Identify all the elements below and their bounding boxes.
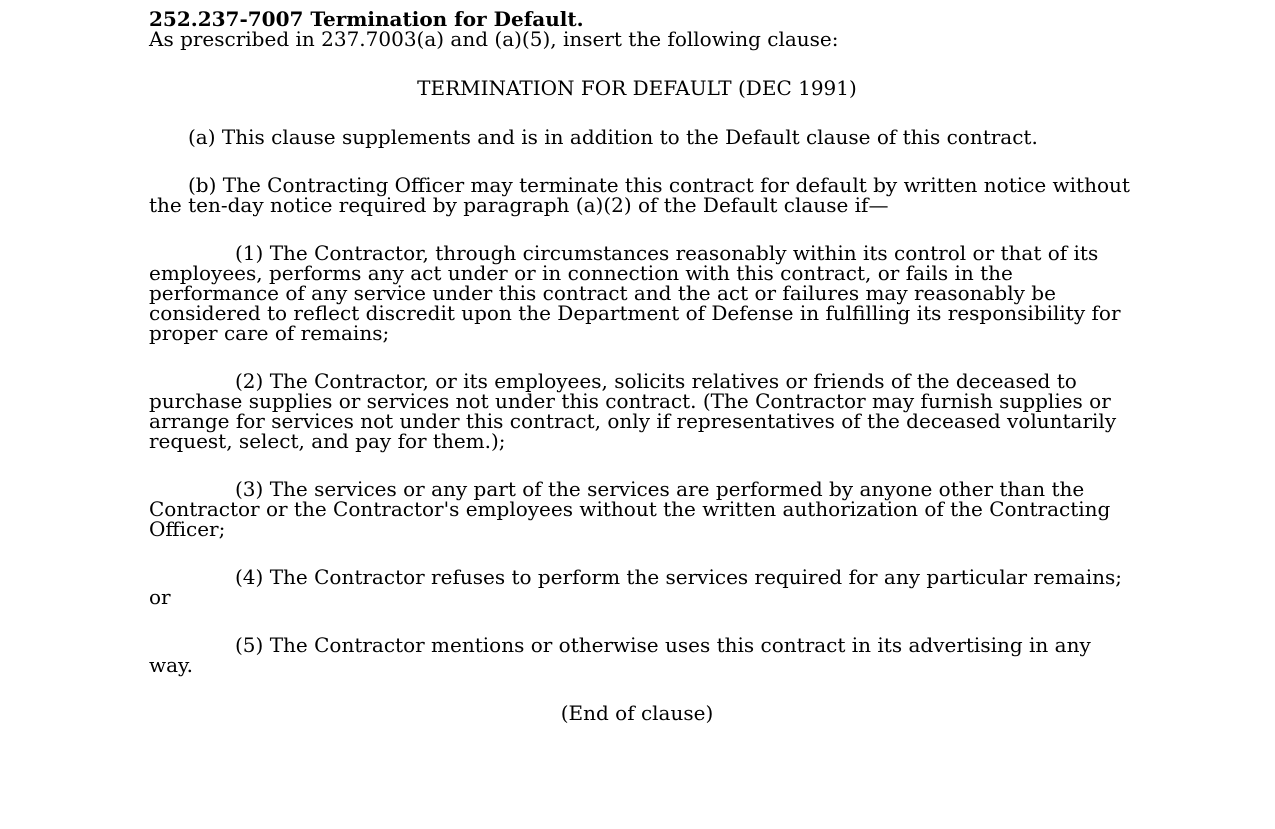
- subparagraph-4: (4) The Contractor refuses to perform the services required for any particular remains; or: [149, 565, 1122, 609]
- subparagraph-1: (1) The Contractor, through circumstances reasonably within its control or that of its employees, performs any act under or in connection with this contract, or fails in the performance of any service under this contract and the act or failures may reasonably be considered to reflect discredit upon the Department of Defense in fulfilling its responsibility for proper care of remains;: [149, 241, 1121, 345]
- paragraph-b: (b) The Contracting Officer may terminate this contract for default by written notice without the ten-day notice required by paragraph (a)(2) of the Default clause if—: [149, 173, 1130, 217]
- subparagraph-3: (3) The services or any part of the services are performed by anyone other than the Contractor or the Contractor's employees without the written authorization of the Contracting Officer;: [149, 477, 1111, 541]
- section-heading: 252.237-7007 Termination for Default.: [149, 7, 584, 31]
- paragraph-a: (a) This clause supplements and is in addition to the Default clause of this contract.: [188, 125, 1038, 149]
- clause-title: TERMINATION FOR DEFAULT (DEC 1991): [417, 76, 857, 100]
- prescription-text: As prescribed in 237.7003(a) and (a)(5), insert the following clause:: [149, 27, 839, 51]
- end-of-clause: (End of clause): [560, 701, 714, 725]
- document-page: [149, 9, 1139, 743]
- subparagraph-5: (5) The Contractor mentions or otherwise uses this contract in its advertising in any way.: [149, 633, 1091, 677]
- subparagraph-2: (2) The Contractor, or its employees, solicits relatives or friends of the deceased to purchase supplies or services not under this contract. (The Contractor may furnish supplies or arrange for services not under this contract, only if representatives of the deceased voluntarily request, select, and pay for them.);: [149, 369, 1117, 453]
